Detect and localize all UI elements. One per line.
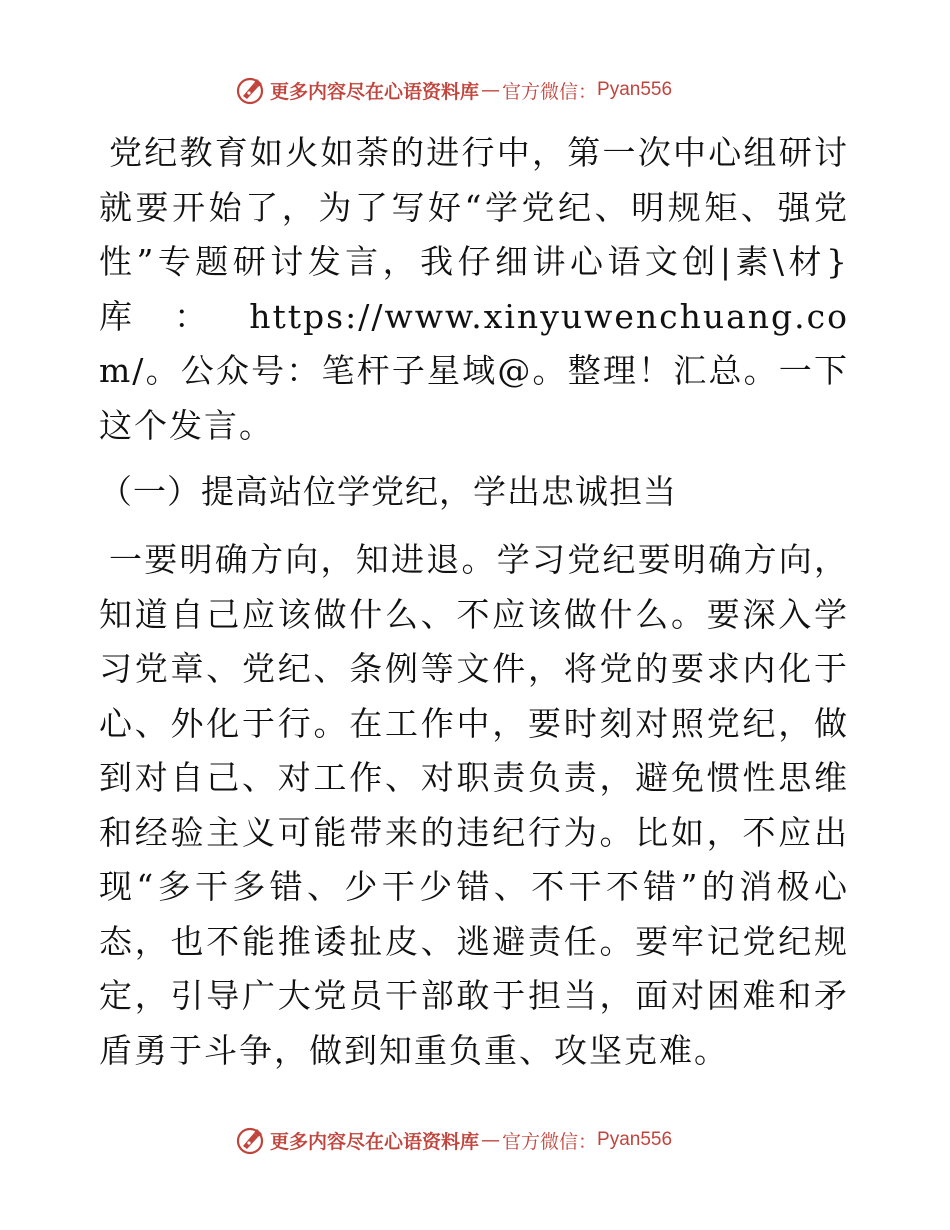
pen-nib-logo-icon <box>234 74 266 106</box>
body-paragraph: 一要明确方向，知进退。学习党纪要明确方向，知道自己应该做什么、不应该做什么。要深入学习党章、党纪、条例等文件，将党的要求内化于心、外化于行。在工作中，要时刻对照党纪，做到对自己、对工作、对职责负责，避免惯性思维和经验主义可能带来的违纪行为。比如，不应出现“多干多错、少干少错、不干不错”的消极心态，也不能推诿扯皮、逃避责任。要牢记党纪规定，引导广大党员干部敢于担当，面对困难和矛盾勇于斗争，做到知重负重、攻坚克难。 <box>99 540 849 1070</box>
watermark-main-text: 更多内容尽在心语资料库 <box>270 80 480 103</box>
watermark-main-text: 更多内容尽在心语资料库 <box>270 1130 480 1153</box>
watermark-sub-text: 官方微信： <box>502 80 598 103</box>
watermark-wechat-id: Pyan556 <box>597 79 673 100</box>
header-watermark <box>234 72 754 108</box>
document-body <box>99 126 849 1078</box>
watermark-sub-text: 官方微信： <box>502 1130 598 1153</box>
footer-watermark <box>234 1122 754 1158</box>
pen-nib-logo-icon <box>234 1124 266 1156</box>
intro-paragraph: 党纪教育如火如荼的进行中，第一次中心组研讨就要开始了，为了写好“学党纪、明规矩、强党性”专题研讨发言，我仔细讲心语文创|素\材}库：https://www.xinyuwenchuang.com/。公众号：笔杆子星域@。整理！汇总。一下这个发言。 <box>99 133 849 445</box>
watermark-wechat-id: Pyan556 <box>597 1129 673 1150</box>
watermark-dash: — <box>481 79 501 101</box>
section-heading: （一）提高站位学党纪，学出忠诚担当 <box>99 472 677 511</box>
watermark-dash: — <box>481 1129 501 1151</box>
